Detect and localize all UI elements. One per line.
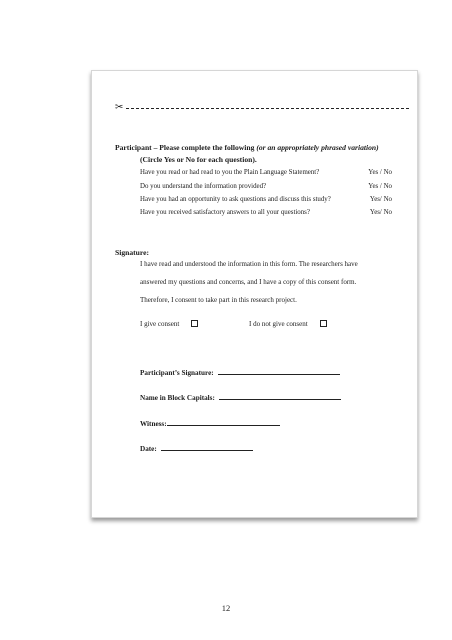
date-label: Date: xyxy=(140,445,157,453)
participant-signature-line[interactable] xyxy=(218,367,340,375)
question-text: Have you read or had read to you the Plain Language Statement? xyxy=(140,169,320,176)
question-row xyxy=(140,209,392,216)
consent-statement xyxy=(140,255,400,309)
question-text: Have you received satisfactory answers to all your questions? xyxy=(140,209,310,216)
question-text: Have you had an opportunity to ask questions and discuss this study? xyxy=(140,196,331,203)
yes-no-answer[interactable]: Yes / No xyxy=(368,183,392,190)
participant-heading-text: Participant – Please complete the following xyxy=(115,143,257,152)
name-label: Name in Block Capitals: xyxy=(140,394,215,402)
witness-label: Witness: xyxy=(140,420,167,428)
name-line[interactable] xyxy=(219,392,341,400)
yes-no-answer[interactable]: Yes / No xyxy=(368,169,392,176)
consent-statement-line: I have read and understood the information in this form. The researchers have xyxy=(140,260,358,268)
participant-heading xyxy=(115,143,379,152)
question-row xyxy=(140,196,392,203)
give-consent-checkbox[interactable] xyxy=(191,320,198,327)
give-consent-label: I give consent xyxy=(140,320,180,328)
yes-no-answer[interactable]: Yes/ No xyxy=(369,196,392,203)
witness-line[interactable] xyxy=(167,418,280,426)
name-field xyxy=(140,387,341,405)
consent-statement-line: Therefore, I consent to take part in this research project. xyxy=(140,296,297,304)
question-row xyxy=(140,169,392,176)
no-consent-checkbox[interactable] xyxy=(320,320,327,327)
scissors-icon: ✂ xyxy=(115,102,124,113)
date-line[interactable] xyxy=(161,443,253,451)
participant-heading-note: (or an appropriately phrased variation) xyxy=(256,143,379,152)
cut-line xyxy=(115,102,409,114)
instruction-text: (Circle Yes or No for each question). xyxy=(140,155,257,164)
give-consent-option xyxy=(140,320,198,328)
question-row xyxy=(140,183,392,190)
no-consent-option xyxy=(249,320,327,328)
participant-signature-field xyxy=(140,362,340,380)
date-field xyxy=(140,438,253,456)
signature-heading: Signature: xyxy=(115,248,150,257)
witness-field xyxy=(140,413,280,431)
question-text: Do you understand the information provided? xyxy=(140,183,267,190)
no-consent-label: I do not give consent xyxy=(249,320,308,328)
yes-no-answer[interactable]: Yes/ No xyxy=(369,209,392,216)
participant-signature-label: Participant’s Signature: xyxy=(140,369,214,377)
page-number: 12 xyxy=(221,603,231,613)
dashed-divider xyxy=(126,108,409,109)
consent-form-page xyxy=(91,70,418,518)
consent-statement-line: answered my questions and concerns, and I have a copy of this consent form. xyxy=(140,278,357,286)
